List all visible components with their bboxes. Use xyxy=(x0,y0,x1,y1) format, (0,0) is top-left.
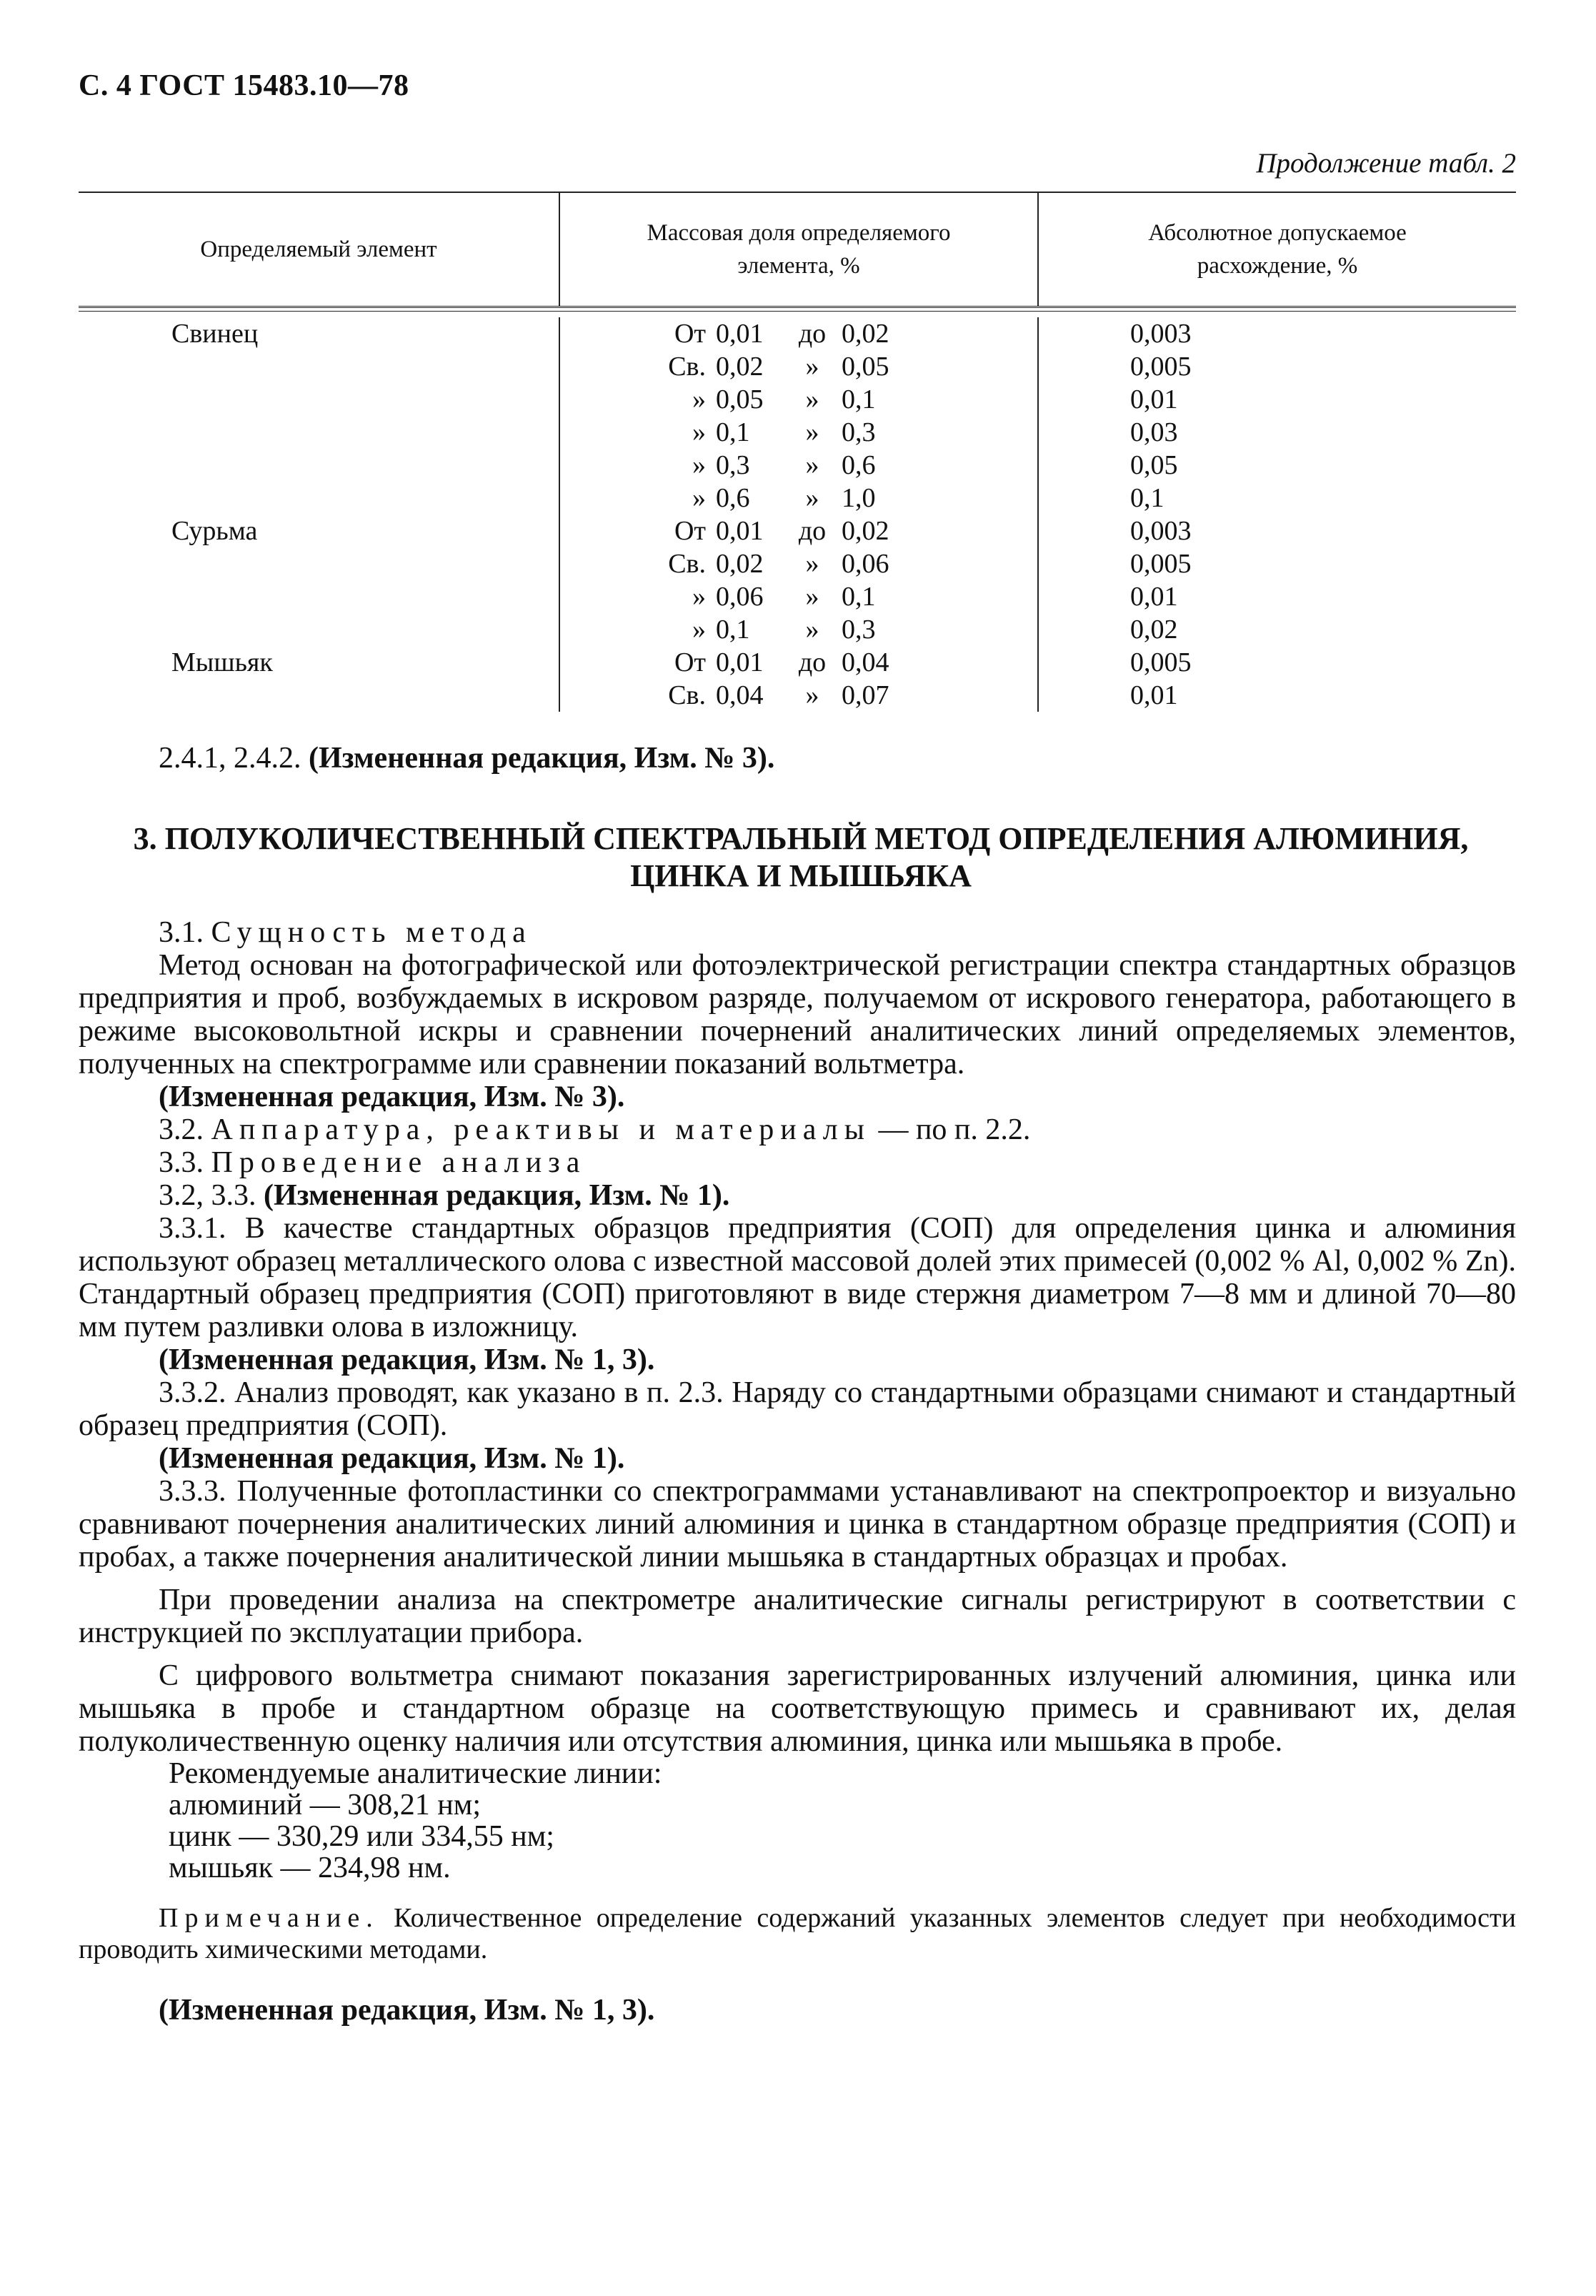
range-from: 0,06 xyxy=(716,582,764,612)
table-cell-tolerance: 0,03 xyxy=(1130,417,1178,447)
table-cell-element xyxy=(79,383,559,416)
section-heading: 3. ПОЛУКОЛИЧЕСТВЕННЫЙ СПЕКТРАЛЬНЫЙ МЕТОД ОПРЕДЕЛЕНИЯ АЛЮМИНИЯ, ЦИНКА И МЫШЬЯКА xyxy=(133,821,1469,893)
edit-note: (Измененная редакция, Изм. № 1). xyxy=(159,1442,625,1475)
range-from: 0,6 xyxy=(716,483,750,513)
table-cell-tolerance: 0,003 xyxy=(1130,516,1192,546)
range-to: 0,6 xyxy=(842,450,876,480)
range-to: 0,3 xyxy=(842,417,876,447)
edit-note: (Измененная редакция, Изм. № 3). xyxy=(159,1080,625,1113)
range-from: 0,1 xyxy=(716,615,750,645)
table-body xyxy=(79,312,1516,717)
range-to: 0,1 xyxy=(842,384,876,414)
analytical-line-item: мышьяк — 234,98 нм. xyxy=(169,1852,451,1884)
range-pre: От xyxy=(674,647,706,677)
subsection-3-3-1-text: 3.3.1. В качестве стандартных образцов предприятия (СОП) для определения цинка и алюминия используют образец металлического олова с известной массовой долей этих примесей (0,002 % Al, 0,002 % Zn). Стандартный образец предприятия (СОП) приготовляют в виде стержня диаметром 7—8 мм и длиной 70—80 мм путем разливки олова в изложницу. xyxy=(79,1212,1516,1343)
range-to: 1,0 xyxy=(842,483,876,513)
range-to: 0,07 xyxy=(842,680,889,710)
range-mid: » xyxy=(805,450,819,480)
subsection-3-3-title: 3.3. Проведение анализа xyxy=(159,1146,587,1179)
table-caption: Продолжение табл. 2 xyxy=(1256,148,1516,179)
subsection-3-1-text: Метод основан на фотографической или фотоэлектрической регистрации спектра стандартных образцов предприятия и проб, возбуждаемых в искровом разряде, получаемом от искрового генератора, работающего в режиме высоковольтной искры и сравнении почернений аналитических линий определяемых элементов, полученных на спектрограмме или сравнении показаний вольтметра. xyxy=(79,949,1516,1080)
range-mid: » xyxy=(805,680,819,710)
range-mid: » xyxy=(805,483,819,513)
header-tolerance: Абсолютное допускаемое расхождение, % xyxy=(1037,193,1516,306)
range-pre: » xyxy=(692,582,706,612)
table-cell-tolerance: 0,02 xyxy=(1130,615,1178,645)
table-cell-tolerance: 0,1 xyxy=(1130,483,1164,513)
range-mid: » xyxy=(805,352,819,382)
analytical-line-item: алюминий — 308,21 нм; xyxy=(169,1789,482,1822)
table-cell-range xyxy=(560,646,1037,679)
range-pre: Св. xyxy=(668,549,706,579)
range-pre: » xyxy=(692,615,706,645)
table-cell-tolerance: 0,003 xyxy=(1130,319,1192,349)
table-cell-tolerance: 0,05 xyxy=(1130,450,1178,480)
table-cell-element xyxy=(79,350,559,383)
range-to: 0,02 xyxy=(842,516,889,546)
document-body xyxy=(79,742,1516,2027)
range-to: 0,04 xyxy=(842,647,889,677)
range-to: 0,05 xyxy=(842,352,889,382)
table-cell-tolerance: 0,005 xyxy=(1130,647,1192,677)
ref-paragraph: 2.4.1, 2.4.2. (Измененная редакция, Изм. № 3). xyxy=(159,742,775,775)
analytical-lines xyxy=(79,1758,1516,1884)
spectrometer-paragraph: При проведении анализа на спектрометре аналитические сигналы регистрируют в соответствии с инструкцией по эксплуатации прибора. xyxy=(79,1584,1516,1649)
table-cell-tolerance: 0,005 xyxy=(1130,549,1192,579)
range-to: 0,1 xyxy=(842,582,876,612)
range-pre: » xyxy=(692,450,706,480)
table-cell-range xyxy=(560,580,1037,613)
range-pre: Св. xyxy=(668,680,706,710)
analytical-lines-title: Рекомендуемые аналитические линии: xyxy=(169,1757,662,1790)
range-pre: Св. xyxy=(668,352,706,382)
table-cell-range xyxy=(560,350,1037,383)
table-cell-range xyxy=(560,515,1037,547)
range-to: 0,06 xyxy=(842,549,889,579)
table-cell-element xyxy=(79,547,559,580)
ref-3-2-3-3: 3.2, 3.3. (Измененная редакция, Изм. № 1). xyxy=(159,1179,730,1212)
table-cell-tolerance: 0,01 xyxy=(1130,384,1178,414)
range-pre: От xyxy=(674,319,706,349)
note-paragraph: Примечание. Количественное определение содержаний указанных элементов следует при необходимости проводить химическими методами. xyxy=(79,1903,1516,1964)
range-from: 0,05 xyxy=(716,384,764,414)
table-cell-element xyxy=(79,482,559,515)
range-mid: » xyxy=(805,417,819,447)
range-from: 0,3 xyxy=(716,450,750,480)
analytical-line-item: цинк — 330,29 или 334,55 нм; xyxy=(169,1820,554,1853)
table-cell-element: Сурьма xyxy=(171,516,258,546)
table-cell-element xyxy=(79,613,559,646)
range-mid: до xyxy=(798,516,827,546)
range-mid: » xyxy=(805,582,819,612)
range-mid: до xyxy=(798,647,827,677)
range-pre: » xyxy=(692,483,706,513)
subsection-3-2-title: 3.2. Аппаратура, реактивы и материалы — по п. 2.2. xyxy=(159,1113,1031,1146)
table-header xyxy=(79,193,1516,306)
range-mid: » xyxy=(805,615,819,645)
table-cell-tolerance: 0,005 xyxy=(1130,352,1192,382)
range-from: 0,1 xyxy=(716,417,750,447)
range-pre: » xyxy=(692,384,706,414)
table-cell-element xyxy=(79,449,559,482)
range-from: 0,01 xyxy=(716,647,764,677)
range-pre: » xyxy=(692,417,706,447)
table-cell-element: Свинец xyxy=(171,319,259,349)
range-mid: » xyxy=(805,384,819,414)
range-to: 0,02 xyxy=(842,319,889,349)
subsection-3-3-3-text: 3.3.3. Полученные фотопластинки со спектрограммами устанавливают на спектропроектор и визуально сравнивают почернения аналитических линий алюминия и цинка в стандартном образце предприятия (СОП) и пробах, а также почернения аналитической линии мышьяка в стандартных образцах и пробах. xyxy=(79,1475,1516,1574)
table-cell-element xyxy=(79,416,559,449)
column-elements xyxy=(79,317,559,712)
column-ranges xyxy=(559,317,1037,712)
table-cell-tolerance: 0,01 xyxy=(1130,582,1178,612)
range-pre: От xyxy=(674,516,706,546)
table-cell-element: Мышьяк xyxy=(171,647,273,677)
table-cell-element xyxy=(79,580,559,613)
table-cell-range xyxy=(560,383,1037,416)
table-header-rule xyxy=(79,306,1516,312)
table-cell-range xyxy=(560,679,1037,712)
range-from: 0,01 xyxy=(716,319,764,349)
range-from: 0,04 xyxy=(716,680,764,710)
subsection-3-3-2-text: 3.3.2. Анализ проводят, как указано в п. 2.3. Наряду со стандартными образцами снимают и стандартный образец предприятия (СОП). xyxy=(79,1376,1516,1442)
table-cell-range xyxy=(560,482,1037,515)
range-from: 0,02 xyxy=(716,352,764,382)
table-cell-range xyxy=(560,449,1037,482)
table-cell-range xyxy=(560,613,1037,646)
column-tolerances xyxy=(1037,317,1516,712)
table-cell-tolerance: 0,01 xyxy=(1130,680,1178,710)
subsection-3-1-title: 3.1. Сущность метода xyxy=(159,916,532,949)
header-element: Определяемый элемент xyxy=(200,237,437,262)
voltmeter-paragraph: С цифрового вольтметра снимают показания зарегистрированных излучений алюминия, цинка или мышьяка в пробе и стандартном образце на соответствующую примесь и сравнивают их, делая полуколичественную оценку наличия или отсутствия алюминия, цинка или мышьяка в пробе. xyxy=(79,1659,1516,1758)
table-cell-element xyxy=(79,679,559,712)
page-title: С. 4 ГОСТ 15483.10—78 xyxy=(79,69,409,102)
final-edit-note: (Измененная редакция, Изм. № 1, 3). xyxy=(159,1994,655,2027)
range-from: 0,02 xyxy=(716,549,764,579)
table-cell-range xyxy=(560,416,1037,449)
header-mass-fraction: Массовая доля определяемого элемента, % xyxy=(559,193,1037,306)
range-mid: до xyxy=(798,319,827,349)
range-from: 0,01 xyxy=(716,516,764,546)
table-cell-range xyxy=(560,547,1037,580)
edit-note: (Измененная редакция, Изм. № 1, 3). xyxy=(159,1343,655,1376)
range-mid: » xyxy=(805,549,819,579)
range-to: 0,3 xyxy=(842,615,876,645)
tolerance-table xyxy=(79,192,1516,717)
table-cell-range xyxy=(560,317,1037,350)
